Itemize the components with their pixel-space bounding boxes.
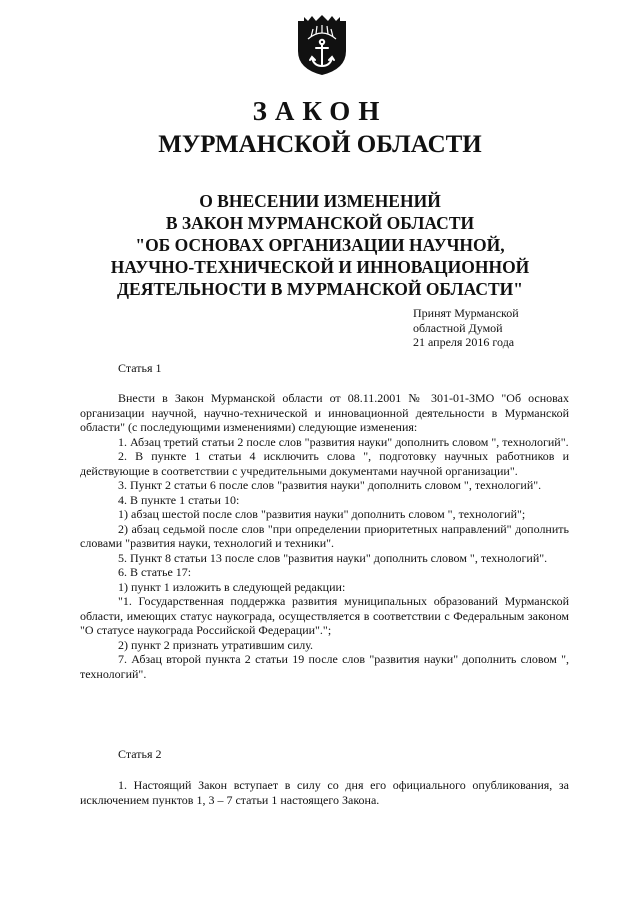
- law-subtitle: [70, 190, 570, 300]
- article-1-item-1: 1. Абзац третий статьи 2 после слов "развития науки" дополнить словом ", технологий".: [118, 434, 569, 449]
- adoption-line: Принят Мурманской: [413, 306, 519, 320]
- article-1-item-6-1: 1) пункт 1 изложить в следующей редакции:: [118, 579, 346, 594]
- article-1-item-7: 7. Абзац второй пункта 2 статьи 19 после слов "развития науки" дополнить словом ", технологий".: [80, 652, 569, 681]
- subtitle-line: О ВНЕСЕНИИ ИЗМЕНЕНИЙ: [199, 191, 441, 211]
- adoption-note: [413, 306, 519, 350]
- subtitle-line: "ОБ ОСНОВАХ ОРГАНИЗАЦИИ НАУЧНОЙ,: [135, 235, 505, 255]
- article-1-item-6: 6. В статье 17:: [118, 565, 192, 579]
- article-1-item-3: 3. Пункт 2 статьи 6 после слов "развития науки" дополнить словом ", технологий".: [118, 478, 542, 492]
- article-1-item-2: 2. В пункте 1 статьи 4 исключить слова ", подготовку научных работников и действующие в соответствии с учредительными документами научной организации".: [80, 449, 569, 478]
- article-1-item-4-1: 1) абзац шестой после слов "развития науки" дополнить словом ", технологий";: [118, 507, 526, 521]
- adoption-line: областной Думой: [413, 320, 503, 335]
- article-2-body: [80, 778, 569, 807]
- article-1-item-4-2: 2) абзац седьмой после слов "при определении приоритетных направлений" дополнить словами "развития науки, технологий и техники".: [80, 521, 569, 550]
- article-1-item-6-quote: "1. Государственная поддержка развития муниципальных образований Мурманской области, имеющих статус наукограда, осуществляется в соответствии с Федеральным законом "О статусе наукограда Российской Федерации".";: [80, 594, 569, 637]
- article-1-item-4: 4. В пункте 1 статьи 10:: [118, 492, 240, 507]
- subtitle-line: ДЕЯТЕЛЬНОСТИ В МУРМАНСКОЙ ОБЛАСТИ": [116, 279, 524, 299]
- subtitle-line: В ЗАКОН МУРМАНСКОЙ ОБЛАСТИ: [165, 213, 475, 233]
- article-1-item-6-2: 2) пункт 2 признать утратившим силу.: [118, 637, 314, 652]
- article-1-heading: Статья 1: [118, 361, 162, 375]
- adoption-line: 21 апреля 2016 года: [413, 335, 515, 349]
- article-1-intro: Внести в Закон Мурманской области от 08.11.2001 № 301-01-ЗМО "Об основах организации научной, научно-технической и инновационной деятельности в Мурманской области" (с последующими изменениями) следующие изменения:: [80, 391, 569, 434]
- subtitle-line: НАУЧНО-ТЕХНИЧЕСКОЙ И ИННОВАЦИОННОЙ: [110, 257, 530, 277]
- article-1-item-5: 5. Пункт 8 статьи 13 после слов "развития науки" дополнить словом ", технологий".: [118, 550, 548, 565]
- article-1-body: [80, 391, 569, 681]
- coat-of-arms-icon: [294, 15, 350, 77]
- article-2-heading: Статья 2: [118, 747, 162, 761]
- article-2-item-1: 1. Настоящий Закон вступает в силу со дня его официального опубликования, за исключением пунктов 1, 3 – 7 статьи 1 настоящего Закона.: [80, 778, 569, 807]
- law-title: ЗАКОН: [252, 96, 388, 126]
- region-title: МУРМАНСКОЙ ОБЛАСТИ: [158, 131, 482, 158]
